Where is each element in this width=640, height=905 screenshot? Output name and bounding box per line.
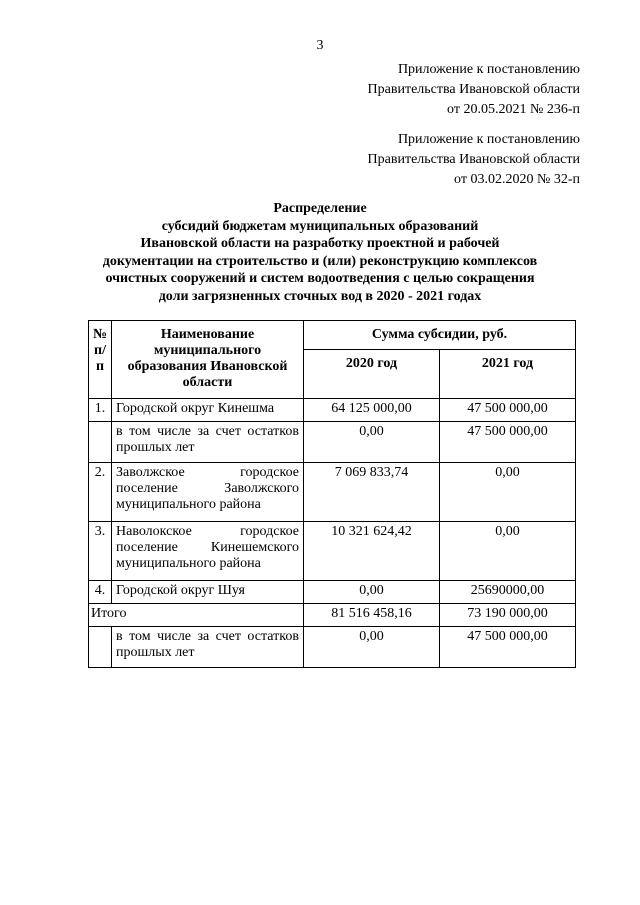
document-title bbox=[60, 200, 580, 305]
header-year-2021: 2021 год bbox=[439, 350, 575, 399]
appendix-line: Приложение к постановлению bbox=[397, 132, 580, 147]
row-num: 4. bbox=[89, 581, 112, 604]
row-name: Наволокское городское поселение Кинешемского муниципального района bbox=[112, 522, 304, 581]
total-value-2021: 73 190 000,00 bbox=[439, 604, 575, 627]
title-line: очистных сооружений и систем водоотведения с целью сокращения bbox=[105, 271, 535, 286]
row-num bbox=[89, 627, 112, 668]
subsidies-table bbox=[88, 320, 576, 668]
table-row bbox=[89, 399, 576, 422]
row-num: 1. bbox=[89, 399, 112, 422]
total-value-2020: 81 516 458,16 bbox=[303, 604, 439, 627]
table-header-row bbox=[89, 321, 576, 350]
total-sub-value-2020: 0,00 bbox=[303, 627, 439, 668]
appendix-line: Правительства Ивановской области bbox=[367, 152, 580, 167]
row-name: в том числе за счет остатков прошлых лет bbox=[112, 627, 304, 668]
row-num bbox=[89, 422, 112, 463]
row-value-2020: 0,00 bbox=[303, 581, 439, 604]
title-line: доли загрязненных сточных вод в 2020 - 2021 годах bbox=[158, 288, 482, 304]
row-name: в том числе за счет остатков прошлых лет bbox=[112, 422, 304, 463]
appendix-line: Приложение к постановлению bbox=[397, 62, 580, 77]
header-sum: Сумма субсидии, руб. bbox=[303, 321, 575, 350]
row-value-2020: 64 125 000,00 bbox=[303, 399, 439, 422]
table-total-row bbox=[89, 604, 576, 627]
row-value-2021: 0,00 bbox=[439, 522, 575, 581]
row-value-2020: 0,00 bbox=[303, 422, 439, 463]
title-line: Ивановской области на разработку проектной и рабочей bbox=[140, 236, 500, 251]
title-line: документации на строительство и (или) реконструкцию комплексов bbox=[102, 253, 538, 269]
total-sub-value-2021: 47 500 000,00 bbox=[439, 627, 575, 668]
total-label: Итого bbox=[89, 604, 304, 627]
table-row bbox=[89, 422, 576, 463]
appendix-line: Правительства Ивановской области bbox=[367, 82, 580, 97]
title-line: субсидий бюджетам муниципальных образований bbox=[161, 218, 479, 234]
row-num: 3. bbox=[89, 522, 112, 581]
row-name: Городской округ Шуя bbox=[112, 581, 304, 604]
table-row bbox=[89, 463, 576, 522]
row-value-2021: 47 500 000,00 bbox=[439, 422, 575, 463]
appendix-date: от 20.05.2021 № 236-п bbox=[447, 102, 580, 117]
appendix-current-amendment bbox=[280, 60, 580, 120]
table-row bbox=[89, 581, 576, 604]
row-value-2020: 10 321 624,42 bbox=[303, 522, 439, 581]
row-name: Городской округ Кинешма bbox=[112, 399, 304, 422]
table-row bbox=[89, 522, 576, 581]
header-year-2020: 2020 год bbox=[303, 350, 439, 399]
row-value-2021: 25690000,00 bbox=[439, 581, 575, 604]
row-num: 2. bbox=[89, 463, 112, 522]
row-name: Заволжское городское поселение Заволжского муниципального района bbox=[112, 463, 304, 522]
row-value-2021: 47 500 000,00 bbox=[439, 399, 575, 422]
header-name: Наименование муниципального образования Ивановской области bbox=[112, 321, 304, 399]
appendix-original-resolution bbox=[280, 130, 580, 190]
appendix-date: от 03.02.2020 № 32-п bbox=[454, 172, 580, 187]
row-value-2020: 7 069 833,74 bbox=[303, 463, 439, 522]
page-number: 3 bbox=[316, 38, 324, 53]
row-value-2021: 0,00 bbox=[439, 463, 575, 522]
table-total-sub-row bbox=[89, 627, 576, 668]
header-num: № п/п bbox=[89, 321, 112, 399]
title-line: Распределение bbox=[273, 201, 367, 216]
